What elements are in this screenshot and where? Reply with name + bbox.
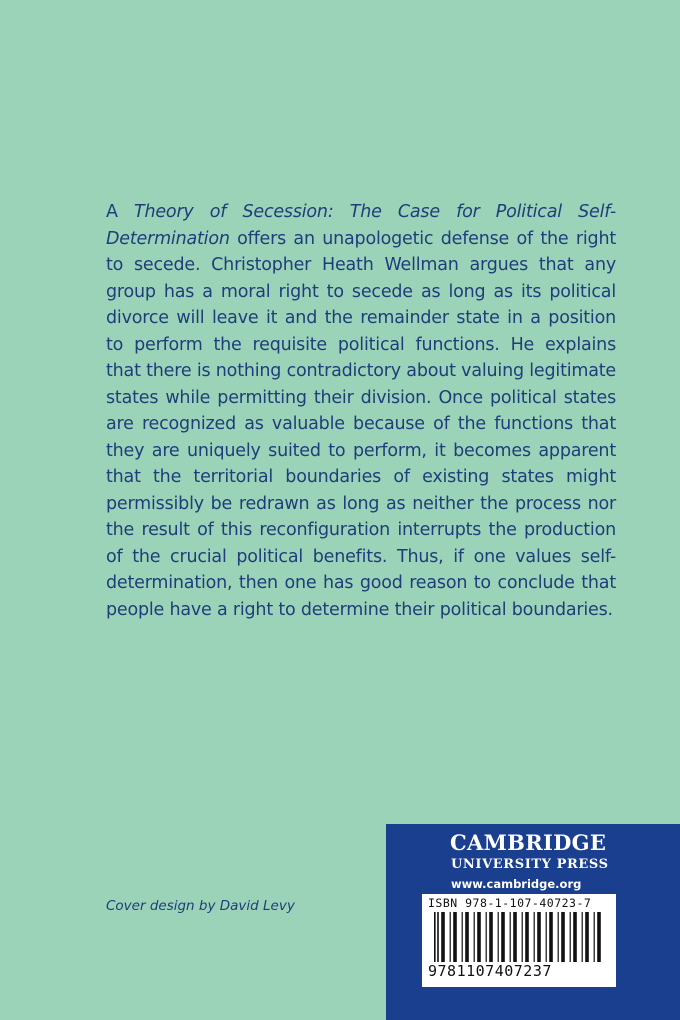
barcode-bar [513, 912, 517, 962]
blurb-title-prefix: A [106, 202, 134, 222]
barcode-bar [597, 912, 601, 962]
barcode-bar [585, 912, 589, 962]
barcode-bar [465, 912, 469, 962]
publisher-url: www.cambridge.org [451, 877, 582, 891]
publisher-subname: UNIVERSITY PRESS [451, 857, 609, 872]
isbn-label: ISBN 978-1-107-40723-7 [428, 896, 592, 910]
barcode-bar [474, 912, 475, 962]
barcode-bar [450, 912, 451, 962]
barcode-bar [477, 912, 481, 962]
barcode-bar [582, 912, 583, 962]
barcode-bar [573, 912, 577, 962]
barcode-bar [486, 912, 487, 962]
barcode-bar [525, 912, 529, 962]
publisher-name: CAMBRIDGE [450, 830, 607, 855]
barcode-bar [594, 912, 595, 962]
book-title: Theory of Secession: The Case for Political Self-Determination [106, 202, 617, 249]
barcode-bar [453, 912, 457, 962]
blurb-body: offers an unapologetic defense of the right to secede. Christopher Heath Wellman argues that any group has a moral right to secede as long as its political divorce will leave it and the remainder state in a position to perform the requisite political functions. He explains that there is nothing contradictory about valuing legitimate states while permitting their division. Once political states are recognized as valuable because of the functions that they are uniquely suited to perform, it becomes apparent that the territorial boundaries of existing states might permissibly be redrawn as long as neither the process nor the result of this reconfiguration interrupts the production of the crucial political benefits. Thus, if one values self-determination, then one has good reason to conclude that people have a right to determine their political boundaries. [106, 228, 616, 620]
barcode-bar [558, 912, 559, 962]
back-cover-blurb [106, 199, 616, 623]
barcode-bar [561, 912, 565, 962]
barcode-bar [534, 912, 535, 962]
barcode-bar [546, 912, 547, 962]
barcode-bar [549, 912, 553, 962]
barcode-bar [537, 912, 541, 962]
barcode-bar [522, 912, 523, 962]
barcode-bar [510, 912, 511, 962]
barcode-bar [498, 912, 499, 962]
barcode-bar [501, 912, 505, 962]
barcode-digits: 9781107407237 [428, 962, 552, 980]
barcode-bar [489, 912, 493, 962]
barcode-bar [462, 912, 463, 962]
barcode-bar [570, 912, 571, 962]
cover-design-credit: Cover design by David Levy [106, 898, 295, 914]
barcode-bar [441, 912, 445, 962]
